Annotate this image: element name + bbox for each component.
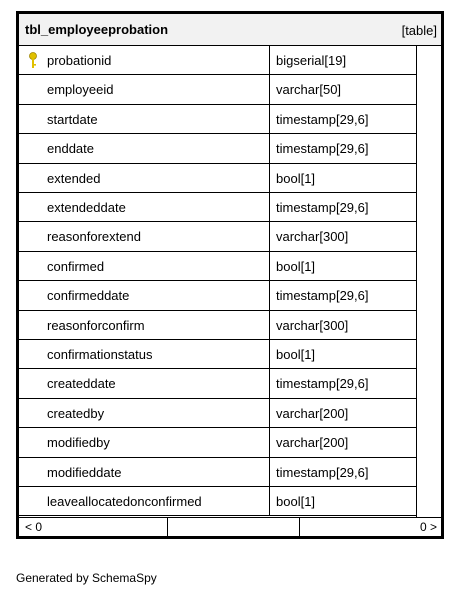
column-name: modifieddate [47,464,122,480]
column-name: leaveallocatedonconfirmed [47,494,202,509]
column-name: confirmed [47,258,105,274]
footer-parents-cell [19,518,168,536]
column-name: probationid [47,53,112,68]
column-name-cell [19,369,270,397]
footer-middle-cell [168,518,300,536]
column-row [19,428,416,457]
generated-by-label: Generated by SchemaSpy [16,571,157,585]
column-type: bool[1] [276,494,316,509]
column-name: createdby [47,405,105,421]
column-row [19,222,416,251]
column-row [19,369,416,398]
footer-children-cell [300,518,441,536]
column-type: timestamp[29,6] [276,200,369,215]
column-type: timestamp[29,6] [276,376,369,392]
relationship-strip [416,46,441,517]
parents-count: < 0 [25,520,43,534]
column-name-cell [19,46,270,74]
column-type: varchar[200] [276,405,349,421]
column-name-cell [19,399,270,427]
column-row [19,252,416,281]
column-name-cell [19,134,270,162]
column-name: extended [47,170,101,186]
column-name-cell [19,311,270,339]
column-type: bool[1] [276,347,316,362]
column-row [19,487,416,516]
table-header [19,14,441,46]
column-type: bool[1] [276,258,316,274]
column-name-cell [19,222,270,250]
column-type: bool[1] [276,170,316,186]
column-type: timestamp[29,6] [276,464,369,480]
column-name-cell [19,164,270,192]
column-row [19,281,416,310]
column-name: createddate [47,376,116,392]
column-name-cell [19,105,270,133]
entity-table-box [16,11,444,539]
table-footer [19,517,441,536]
column-name-cell [19,428,270,456]
column-type: varchar[50] [276,82,342,98]
table-name: tbl_employeeprobation [25,22,169,37]
column-name-cell [19,75,270,103]
column-type: timestamp[29,6] [276,111,369,127]
column-type: timestamp[29,6] [276,141,369,157]
children-count: 0 > [419,520,437,534]
column-name-cell [19,487,270,515]
column-row [19,458,416,487]
column-type: bigserial[19] [276,53,347,68]
column-type: varchar[200] [276,435,349,451]
column-name-cell [19,340,270,368]
column-row [19,399,416,428]
column-name: startdate [47,111,98,127]
column-row [19,75,416,104]
column-name: employeeid [47,82,114,98]
column-name: extendeddate [47,200,126,215]
column-row [19,340,416,369]
table-kind-label: [table] [401,23,437,38]
column-row [19,193,416,222]
column-row [19,105,416,134]
column-name: confirmeddate [47,288,130,304]
column-row [19,164,416,193]
column-name: modifiedby [47,435,110,451]
column-type: timestamp[29,6] [276,288,369,304]
column-row [19,311,416,340]
column-row [19,134,416,163]
column-name: confirmationstatus [47,347,153,362]
primary-key-icon [28,52,38,69]
column-type: varchar[300] [276,229,349,245]
column-name: reasonforconfirm [47,317,145,333]
column-name-cell [19,252,270,280]
column-row [19,46,416,75]
column-name-cell [19,281,270,309]
column-name: enddate [47,141,94,157]
column-name-cell [19,193,270,221]
column-name-cell [19,458,270,486]
column-type: varchar[300] [276,317,349,333]
column-name: reasonforextend [47,229,141,245]
